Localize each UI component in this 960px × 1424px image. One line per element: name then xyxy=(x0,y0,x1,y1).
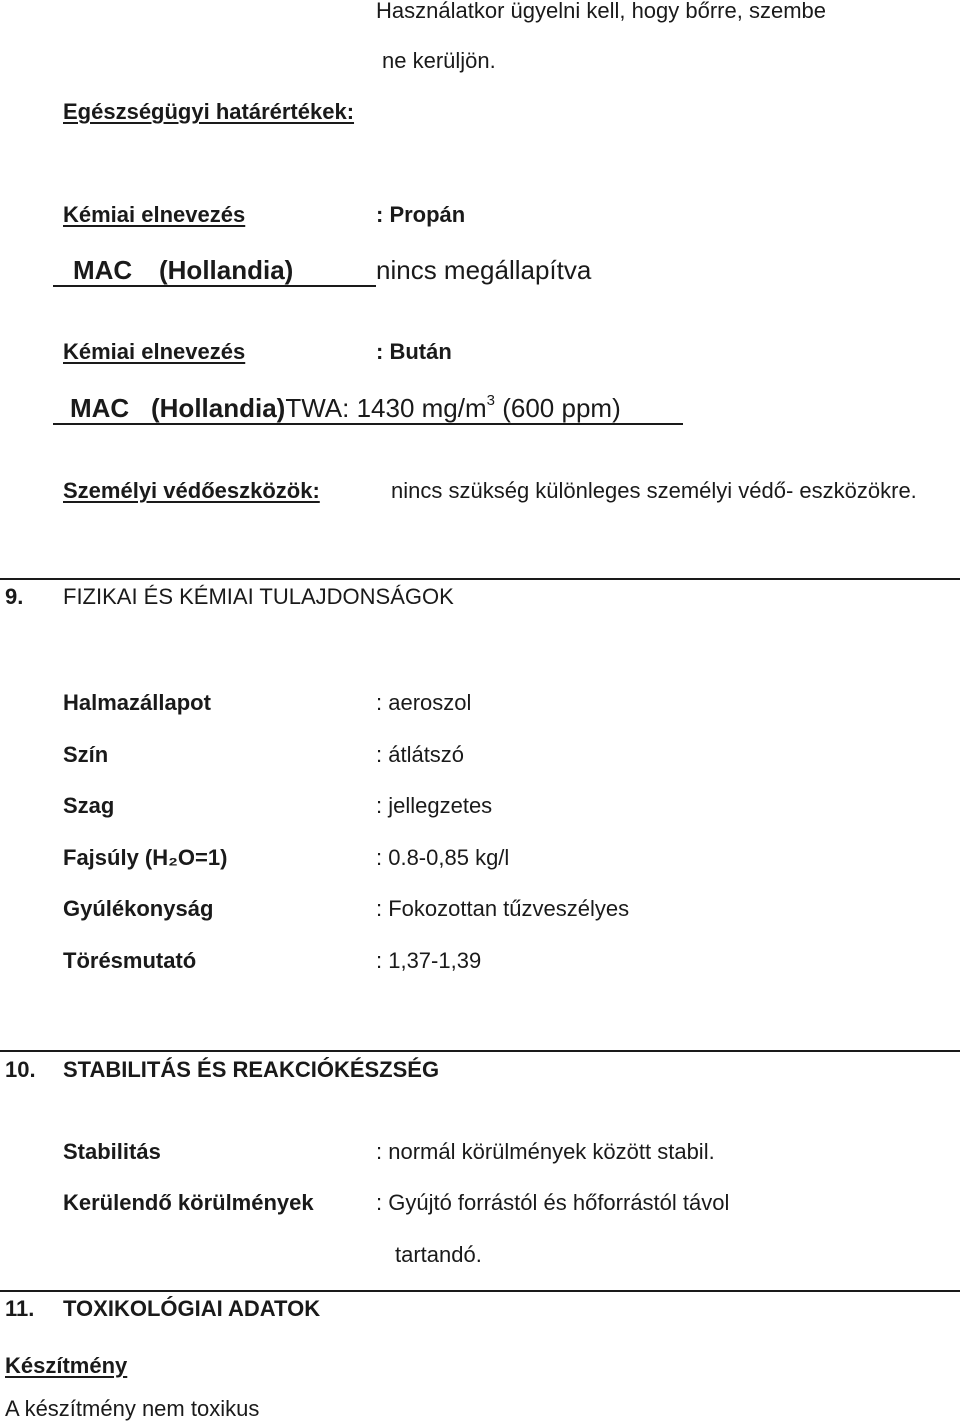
section-9-number: 9. xyxy=(5,584,24,609)
butan-twa-suffix: (600 ppm) xyxy=(495,393,621,423)
propan-mac-value: nincs megállapítva xyxy=(376,255,592,285)
butan-mac-value xyxy=(151,392,621,423)
butan-twa-exponent: 3 xyxy=(486,392,495,409)
ppe-value: nincs szükség különleges személyi védő- eszközökre. xyxy=(391,478,917,503)
intro-line-1: Használatkor ügyelni kell, hogy bőrre, szembe xyxy=(376,0,827,23)
butan-label: Kémiai elnevezés xyxy=(63,339,246,364)
butan-twa-prefix: TWA: 1430 mg/m xyxy=(285,393,487,423)
property-label: Halmazállapot xyxy=(63,690,211,715)
propan-label: Kémiai elnevezés xyxy=(63,202,246,227)
section-11-number: 11. xyxy=(5,1296,35,1321)
butan-mac-underline xyxy=(53,423,683,425)
avoid-value: : Gyújtó forrástól és hőforrástól távol xyxy=(376,1190,730,1215)
property-value: : Fokozottan tűzveszélyes xyxy=(376,896,630,921)
avoid-label: Kerülendő körülmények xyxy=(63,1190,314,1215)
section-10-number: 10. xyxy=(5,1057,36,1082)
preparation-heading: Készítmény xyxy=(5,1353,128,1378)
propan-mac-label: MAC xyxy=(73,255,133,285)
section-11-title: TOXIKOLÓGIAI ADATOK xyxy=(63,1296,321,1321)
butan-mac-label: MAC xyxy=(70,393,130,423)
property-label: Szag xyxy=(63,793,115,818)
property-label: Gyúlékonyság xyxy=(63,896,214,921)
avoid-value-continued: tartandó. xyxy=(395,1242,482,1267)
property-label: Fajsúly (H₂O=1) xyxy=(63,845,228,870)
propan-mac-country: (Hollandia) xyxy=(159,255,294,285)
property-label: Szín xyxy=(63,742,109,767)
section-11-rule xyxy=(0,1290,960,1292)
property-value: : 1,37-1,39 xyxy=(376,948,482,973)
property-label: Törésmutató xyxy=(63,948,197,973)
intro-line-2: ne kerüljön. xyxy=(382,48,496,73)
property-value: : aeroszol xyxy=(376,690,472,715)
section-9-rule xyxy=(0,578,960,580)
property-value: : 0.8-0,85 kg/l xyxy=(376,845,510,870)
butan-mac-country: (Hollandia) xyxy=(151,393,286,423)
preparation-text: A készítmény nem toxikus xyxy=(5,1396,260,1421)
stability-value: : normál körülmények között stabil. xyxy=(376,1139,715,1164)
section-10-title: STABILITÁS ÉS REAKCIÓKÉSZSÉG xyxy=(63,1057,440,1082)
property-value: : átlátszó xyxy=(376,742,465,767)
propan-mac-underline xyxy=(53,285,376,287)
stability-label: Stabilitás xyxy=(63,1139,161,1164)
propan-value: : Propán xyxy=(376,202,466,227)
ppe-label: Személyi védőeszközök: xyxy=(63,478,320,503)
property-value: : jellegzetes xyxy=(376,793,493,818)
section-9-title: FIZIKAI ÉS KÉMIAI TULAJDONSÁGOK xyxy=(63,584,454,609)
section-10-rule xyxy=(0,1050,960,1052)
limits-heading: Egészségügyi határértékek: xyxy=(63,99,355,124)
butan-value: : Bután xyxy=(376,339,452,364)
